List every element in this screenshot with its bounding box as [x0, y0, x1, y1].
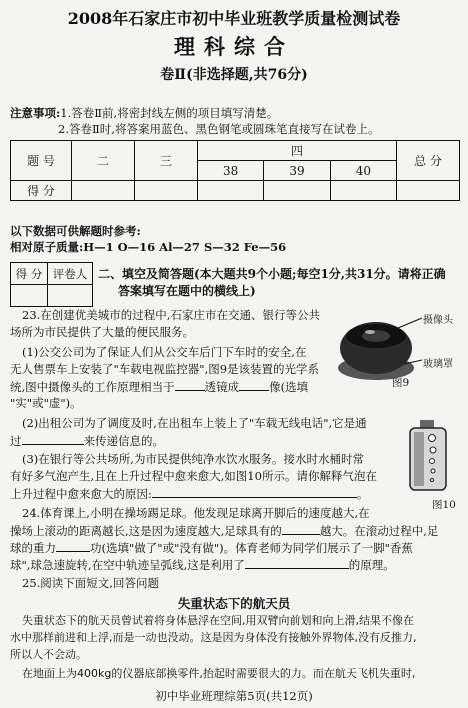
notes-line-1 [10, 106, 278, 121]
q23-line-7: (2)出租公司为了调度及时,在出租车上装上了"车载无线电话",它是通 [22, 416, 367, 430]
q23-line-10: 有好多气泡产生,且在上升过程中愈来愈大,如图10所示。请你解释气泡在 [10, 469, 377, 483]
q23-line-1: 23.在创建优美城市的过程中,石家庄市在交通、银行等公共 [22, 308, 320, 322]
q23-line-3: (1)公交公司为了保证人们从公交车后门下车时的安全,在 [22, 345, 307, 359]
score-cell [72, 181, 135, 201]
answer-blank[interactable] [56, 540, 90, 552]
answer-blank[interactable] [245, 557, 349, 569]
q23-line-9: (3)在银行等公共场所,为市民提供纯净水饮水服务。接水时水桶时常 [22, 452, 364, 466]
bubble [429, 435, 436, 442]
camera-label-line [398, 318, 422, 328]
q23-line-2: 场所为市民提供了大量的便民服务。 [10, 325, 194, 339]
reference-heading: 以下数据可供解题时参考: [10, 224, 141, 238]
q24-line-3b: 功(选填"做了"或"没有做")。体育老师为同学们展示了一脚"香蕉 [90, 541, 413, 555]
grader-reviewer-cell [48, 285, 93, 307]
score-table [10, 140, 460, 201]
subject-title: 理科综合 [174, 34, 294, 59]
answer-blank[interactable] [175, 379, 205, 391]
notes-item-1: 1.答卷Ⅱ前,将密封线左侧的项目填写清楚。 [60, 106, 279, 120]
score-table-label: 题 号 [11, 141, 72, 181]
bubble [430, 447, 436, 453]
q23-line-8a: 过 [10, 434, 22, 448]
q23-line-8b: 来传递信息的。 [83, 434, 164, 448]
q24-line-3a: 球的重力 [10, 541, 56, 555]
grader-reviewer-label: 评卷人 [48, 263, 93, 285]
q25-passage-title: 失重状态下的航天员 [177, 596, 291, 611]
score-cell [264, 181, 330, 201]
answer-blank[interactable] [22, 433, 84, 445]
q25-passage-line-3: 所以人不会动。 [10, 648, 87, 661]
q24-line-4a: 球",球急速旋转,在空中轨迹呈弧线,这是利用了 [10, 558, 245, 572]
score-total: 总 分 [397, 141, 460, 181]
notes-label: 注意事项: [10, 106, 61, 120]
q23-line-11-end: 。 [356, 487, 369, 501]
grader-score-cell [11, 285, 48, 307]
jug-shadow [414, 432, 424, 486]
fig9-camera-label: 摄像头 [423, 315, 453, 326]
q25-passage-line-1: 失重状态下的航天员曾试着将身体悬浮在空间,用双臂向前划和向上滑,结果不像在 [22, 614, 414, 627]
q23-line-5a: 统,图中摄像头的工作原理相当于 [10, 380, 175, 394]
q23-line-5 [10, 379, 308, 395]
q23-line-4: 无人售票车上安装了"车载电视监控器",图9是该装置的光学系 [10, 362, 320, 376]
figure-10 [406, 418, 458, 492]
q23-line-6: "实"或"虚")。 [10, 396, 82, 410]
answer-blank[interactable] [152, 486, 357, 498]
fig9-glass-label: 玻璃罩 [423, 359, 453, 370]
q24-line-4 [10, 557, 395, 573]
water-jug-illustration [406, 418, 458, 492]
answer-blank[interactable] [282, 523, 320, 535]
score-sub-40: 40 [330, 161, 396, 181]
atomic-mass-line: 相对原子质量:H—1 O—16 Al—27 S—32 Fe—56 [10, 240, 287, 254]
score-col-2: 二 [72, 141, 135, 181]
score-sub-39: 39 [264, 161, 330, 181]
q24-line-2 [10, 523, 438, 539]
q24-line-3 [10, 540, 413, 556]
q25-passage-line-4: 在地面上为400kg的仪器底部换零件,抬起时需要很大的力。而在航天飞机失重时, [22, 667, 416, 680]
section-2-title-cont: 答案填写在题中的横线上) [118, 284, 256, 298]
q23-line-8 [10, 433, 164, 449]
grader-table [10, 262, 93, 307]
bubble [431, 469, 435, 473]
volume-title: 卷Ⅱ(非选择题,共76分) [160, 67, 308, 83]
jug-neck [420, 420, 434, 428]
q23-line-11 [10, 486, 368, 502]
answer-blank[interactable] [239, 379, 269, 391]
page-footer: 初中毕业班理综第5页(共12页) [155, 689, 313, 703]
score-col-3: 三 [135, 141, 198, 181]
exam-title: 2008年石家庄市初中毕业班教学质量检测试卷 [67, 9, 401, 28]
lens-highlight [365, 330, 375, 334]
q24-line-2b: 越大。在滚动过程中,足 [319, 524, 439, 538]
score-row-label: 得 分 [11, 181, 72, 201]
q23-line-11-text: 上升过程中愈来愈大的原因: [10, 487, 152, 501]
fig9-caption: 图9 [392, 377, 410, 389]
q24-line-1: 24.体育课上,小明在操场踢足球。他发现足球离开脚后的速度越大,在 [22, 506, 370, 520]
score-cell [397, 181, 460, 201]
q23-line-5c: 像(选填 [269, 380, 309, 394]
score-cell [330, 181, 396, 201]
bubble [431, 479, 434, 482]
q24-line-2a: 操场上滚动的距离越长,这是因为速度越大,足球具有的 [10, 524, 282, 538]
score-sub-38: 38 [198, 161, 264, 181]
q25-line-1: 25.阅读下面短文,回答问题 [22, 576, 159, 590]
notes-item-2: 2.答卷Ⅱ时,将答案用蓝色、黑色钢笔或圆珠笔直接写在试卷上。 [58, 122, 380, 136]
section-2-title: 二、填空及简答题(本大题共9个小题;每空1分,共31分。请将正确 [98, 267, 446, 281]
q23-line-5b: 透镜成 [204, 380, 240, 394]
score-cell [198, 181, 264, 201]
fig10-caption: 图10 [432, 499, 456, 511]
q24-line-4b: 的原理。 [348, 558, 395, 572]
bubble [430, 459, 435, 464]
score-cell [135, 181, 198, 201]
q25-passage-line-2: 水中那样前进和上浮,而是一动也没动。这是因为身体没有接触外界物体,没有反推力, [10, 631, 417, 644]
grader-score-label: 得 分 [11, 263, 48, 285]
score-col-4: 四 [198, 141, 397, 161]
